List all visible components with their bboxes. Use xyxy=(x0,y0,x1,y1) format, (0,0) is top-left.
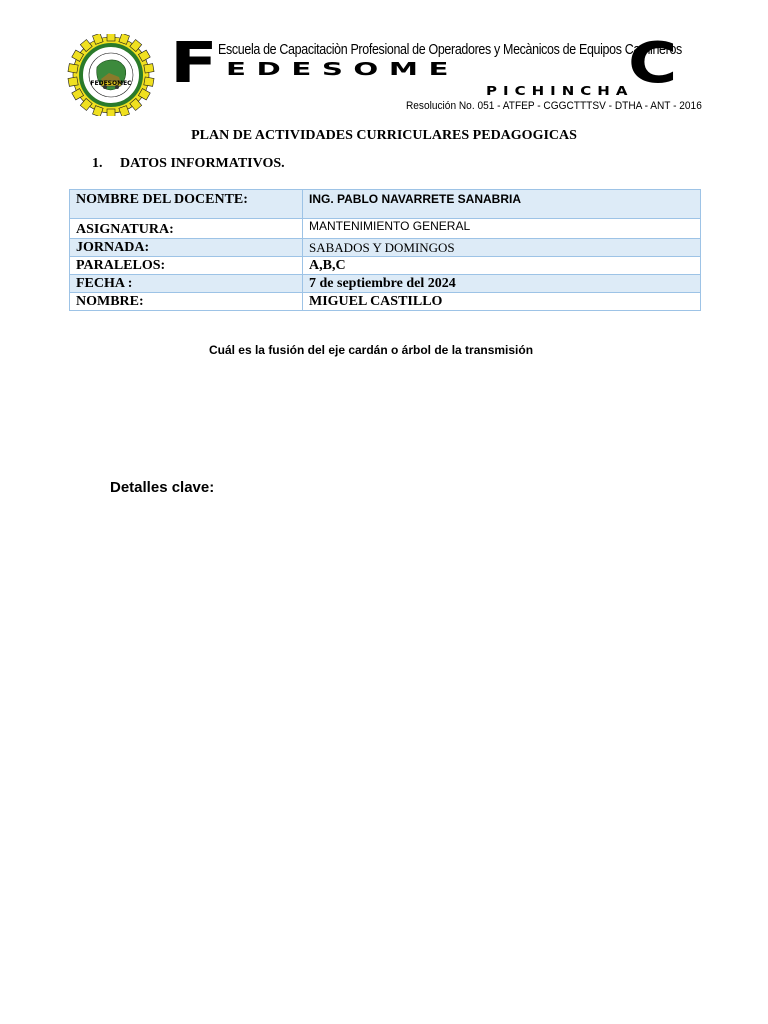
row-label-jornada: JORNADA: xyxy=(70,239,303,257)
school-name: Escuela de Capacitaciòn Profesional de Operadores y Mecànicos de Equipos Camineros xyxy=(218,42,682,58)
table-row xyxy=(70,219,701,239)
svg-text:FEDESOMEC: FEDESOMEC xyxy=(90,80,132,87)
seal-gear-tooth xyxy=(107,34,115,41)
province-name: PICHINCHA xyxy=(486,84,634,99)
info-table xyxy=(69,189,701,311)
seal-gear-tooth xyxy=(144,64,154,73)
fedesomec-seal-logo xyxy=(56,34,166,116)
row-label-paralelos: PARALELOS: xyxy=(70,257,303,275)
row-label-fecha: FECHA : xyxy=(70,275,303,293)
document-header xyxy=(56,31,702,116)
brand-final-c: C xyxy=(628,31,678,96)
table-row xyxy=(70,257,701,275)
section-number: 1. xyxy=(92,156,103,171)
resolution-text: Resolución No. 051 - ATFEP - CGGCTTTSV - DTHA - ANT - 2016 xyxy=(406,100,702,112)
seal-gear-tooth xyxy=(68,77,78,86)
table-row xyxy=(70,293,701,311)
section-title: DATOS INFORMATIVOS. xyxy=(120,156,285,171)
row-value-fecha: 7 de septiembre del 2024 xyxy=(303,275,701,293)
row-value-asignatura: MANTENIMIENTO GENERAL xyxy=(303,219,701,239)
details-heading: Detalles clave: xyxy=(110,479,215,496)
table-row xyxy=(70,275,701,293)
document-title: PLAN DE ACTIVIDADES CURRICULARES PEDAGOGICAS xyxy=(191,128,577,143)
seal-gear-tooth xyxy=(68,64,78,73)
table-row xyxy=(70,239,701,257)
row-label-docente: NOMBRE DEL DOCENTE: xyxy=(70,190,303,219)
row-value-paralelos: A,B,C xyxy=(303,257,701,275)
row-value-nombre: MIGUEL CASTILLO xyxy=(303,293,701,311)
row-label-nombre: NOMBRE: xyxy=(70,293,303,311)
seal-gear-tooth xyxy=(144,77,154,86)
brand-initial-f: F xyxy=(170,31,218,96)
seal-gear-tooth xyxy=(107,109,115,116)
row-value-docente: ING. PABLO NAVARRETE SANABRIA xyxy=(303,190,701,219)
table-row xyxy=(70,190,701,219)
row-value-jornada: SABADOS Y DOMINGOS xyxy=(303,239,701,257)
brand-name: EDESOME xyxy=(226,58,459,80)
question-text: Cuál es la fusión del eje cardán o árbol de la transmisión xyxy=(208,343,534,357)
row-label-asignatura: ASIGNATURA: xyxy=(70,219,303,239)
section-heading xyxy=(92,156,285,172)
